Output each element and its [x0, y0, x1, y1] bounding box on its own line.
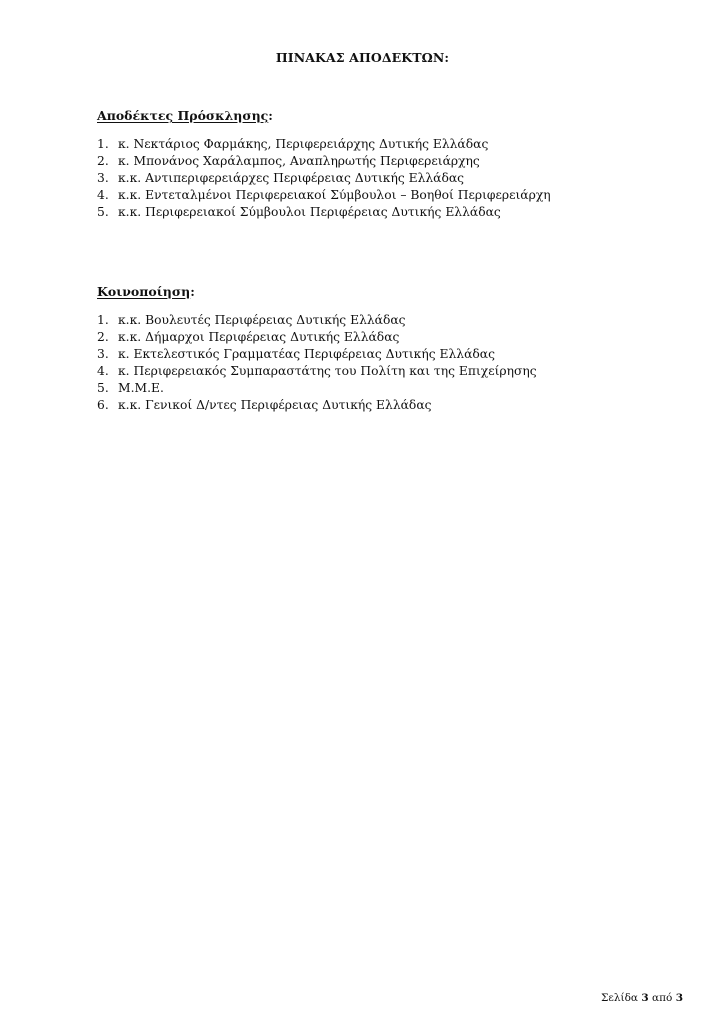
list-item-text: κ. Νεκτάριος Φαρμάκης, Περιφερειάρχης Δυτικής Ελλάδας [118, 137, 489, 151]
list-item-number: 2. [97, 154, 109, 168]
list-item [97, 397, 657, 414]
recipients-section [97, 108, 657, 221]
list-item-text: κ.κ. Γενικοί Δ/ντες Περιφέρειας Δυτικής Ελλάδας [118, 398, 432, 412]
page-total: 3 [675, 992, 683, 1004]
list-item [97, 153, 657, 170]
page-number-footer [601, 992, 683, 1004]
list-item [97, 363, 657, 380]
list-item-text: κ.κ. Εντεταλμένοι Περιφερειακοί Σύμβουλοι – Βοηθοί Περιφερειάρχη [118, 188, 551, 202]
recipients-heading-colon: : [268, 108, 273, 123]
notification-heading-colon: : [190, 284, 195, 299]
list-item [97, 136, 657, 153]
page-label: Σελίδα [600, 992, 639, 1004]
list-item-number: 2. [97, 330, 109, 344]
list-item-number: 1. [97, 137, 109, 151]
list-item-number: 5. [97, 381, 109, 395]
notification-section [97, 284, 657, 414]
page-of-label: από [652, 992, 673, 1004]
list-item-text: κ.κ. Βουλευτές Περιφέρειας Δυτικής Ελλάδας [118, 313, 406, 327]
list-item-number: 6. [97, 398, 109, 412]
list-item [97, 346, 657, 363]
list-item-text: κ.κ. Δήμαρχοι Περιφέρειας Δυτικής Ελλάδας [118, 330, 400, 344]
recipients-list [97, 136, 657, 221]
list-item-number: 4. [97, 364, 109, 378]
list-item-number: 3. [97, 171, 109, 185]
recipients-heading [97, 108, 657, 123]
notification-heading [97, 284, 657, 299]
list-item-text: κ.κ. Περιφερειακοί Σύμβουλοι Περιφέρειας Δυτικής Ελλάδας [118, 205, 501, 219]
recipients-heading-text: Αποδέκτες Πρόσκλησης [97, 108, 269, 123]
list-item-text: κ. Εκτελεστικός Γραμματέας Περιφέρειας Δυτικής Ελλάδας [118, 347, 495, 361]
list-item-text: κ.κ. Αντιπεριφερειάρχες Περιφέρειας Δυτικής Ελλάδας [118, 171, 465, 185]
list-item [97, 380, 657, 397]
page-current: 3 [641, 992, 649, 1004]
list-item [97, 204, 657, 221]
list-item-number: 4. [97, 188, 109, 202]
list-item-number: 1. [97, 313, 109, 327]
document-title: ΠΙΝΑΚΑΣ ΑΠΟΔΕΚΤΩΝ: [275, 50, 450, 65]
notification-list [97, 312, 657, 414]
notification-heading-text: Κοινοποίηση [97, 284, 191, 299]
list-item-number: 3. [97, 347, 109, 361]
list-item [97, 187, 657, 204]
list-item-text: Μ.Μ.Ε. [118, 381, 164, 395]
list-item [97, 329, 657, 346]
list-item-text: κ. Περιφερειακός Συμπαραστάτης του Πολίτη και της Επιχείρησης [118, 364, 537, 378]
list-item [97, 170, 657, 187]
list-item [97, 312, 657, 329]
list-item-text: κ. Μπονάνος Χαράλαμπος, Αναπληρωτής Περιφερειάρχης [118, 154, 480, 168]
list-item-number: 5. [97, 205, 109, 219]
